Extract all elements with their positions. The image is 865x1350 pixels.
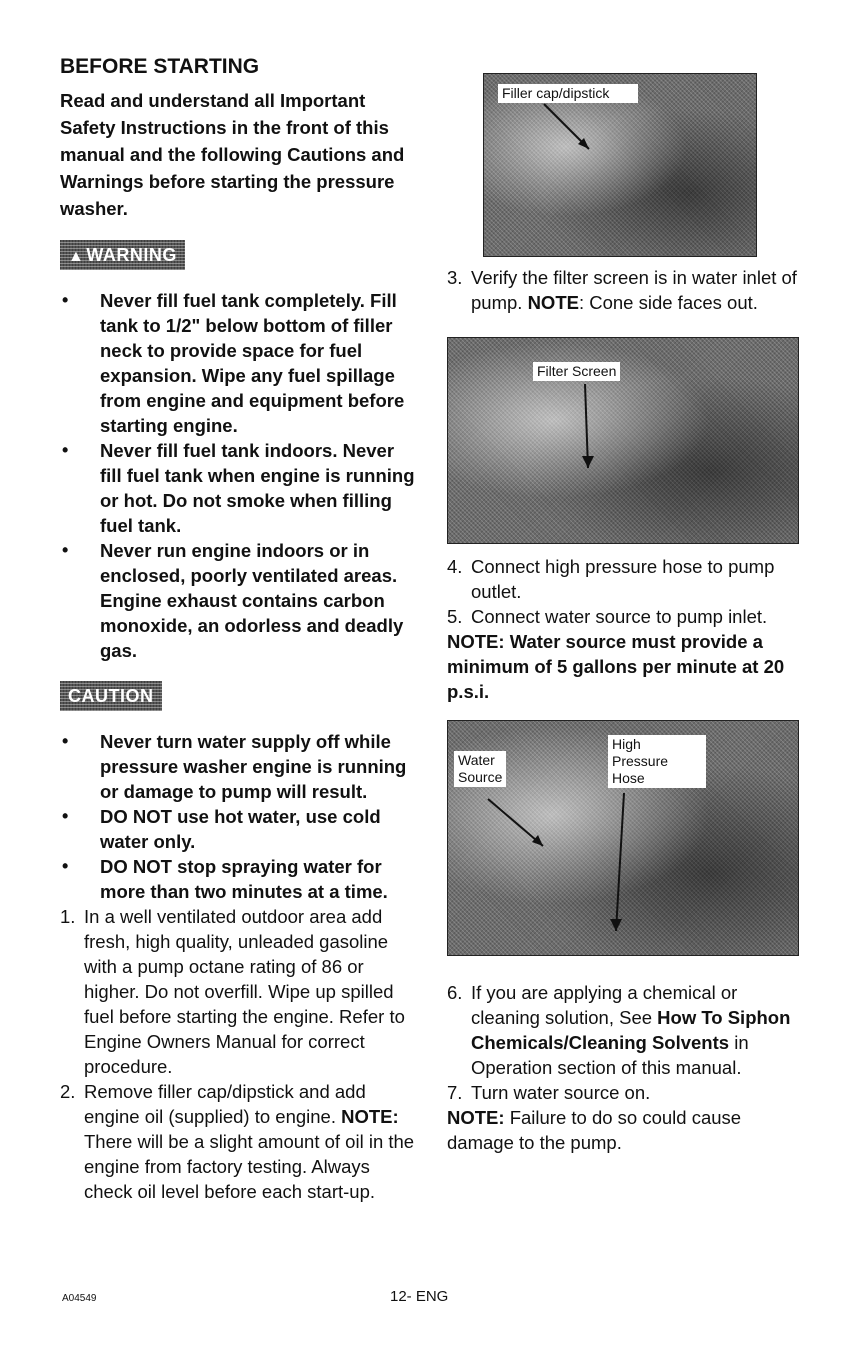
steps-left [60,904,420,1204]
filter-screen-arrow [448,338,799,544]
warning-list [60,288,420,663]
step-3: 3. Verify the filter screen is in water inlet of pump. NOTE: Cone side faces out. [447,267,797,313]
document-code: A04549 [62,1293,97,1304]
left-column [60,55,420,1204]
caution-list [60,729,420,904]
caution-label: CAUTION [60,681,162,711]
step-4: 4. Connect high pressure hose to pump outlet. [447,556,775,602]
step-1: 1. In a well ventilated outdoor area add fresh, high quality, unleaded gasoline with a pump octane rating of 86 or higher. Do not overfill. Wipe up spilled fuel before starting the engine. Refer to Engine Owners Manual for correct procedure. [60,906,405,1077]
filter-screen-callout: Filter Screen [533,362,620,381]
warning-label: ▲ WARNING [60,240,185,270]
step-6: 6. If you are applying a chemical or cleaning solution, See How To Siphon Chemicals/Cleaning Solvents in Operation section of this manual. [447,982,791,1078]
hoses-arrows [448,721,799,956]
warning-item: • Never fill fuel tank indoors. Never fill fuel tank when engine is running or hot. Do not smoke when filling fuel tank. [60,438,420,538]
step-7: 7. Turn water source on. [447,1082,651,1103]
water-source-note: NOTE: Water source must provide a minimum of 5 gallons per minute at 20 p.s.i. [447,631,785,702]
caution-item: • DO NOT stop spraying water for more than two minutes at a time. [60,854,420,904]
high-pressure-hose-callout: High Pressure Hose [608,735,706,788]
caution-item: • DO NOT use hot water, use cold water only. [60,804,420,854]
filler-cap-callout: Filler cap/dipstick [498,84,638,103]
final-note: NOTE: Failure to do so could cause damage to the pump. [447,1107,742,1153]
step-5: 5. Connect water source to pump inlet. [447,606,768,627]
warning-item: • Never run engine indoors or in enclosed, poorly ventilated areas. Engine exhaust contains carbon monoxide, an odorless and deadly gas. [60,538,420,663]
step-2: 2. Remove filler cap/dipstick and add engine oil (supplied) to engine. NOTE: There will be a slight amount of oil in the engine from factory testing. Always check oil level before each start-up. [60,1081,415,1202]
page-number: 12- ENG [390,1288,449,1305]
right-column [447,73,807,1155]
intro-paragraph: Read and understand all Important Safety Instructions in the front of this manual and the following Cautions and Warnings before starting the pressure washer. [60,90,405,219]
water-source-callout: Water Source [454,751,506,787]
filler-cap-arrow [484,74,757,257]
caution-item: • Never turn water supply off while pressure washer engine is running or damage to pump will result. [60,729,420,804]
steps-4-5 [447,554,807,629]
steps-6-7 [447,980,807,1105]
warning-item: • Never fill fuel tank completely. Fill tank to 1/2" below bottom of filler neck to provide space for fuel expansion. Wipe any fuel spillage from engine and equipment before starting engine. [60,288,420,438]
filter-screen-photo [447,337,799,544]
filler-cap-photo [483,73,757,257]
hoses-photo [447,720,799,956]
step-3-list [447,265,807,315]
section-heading: BEFORE STARTING [60,55,260,78]
warning-triangle-icon: ▲ [68,248,85,265]
